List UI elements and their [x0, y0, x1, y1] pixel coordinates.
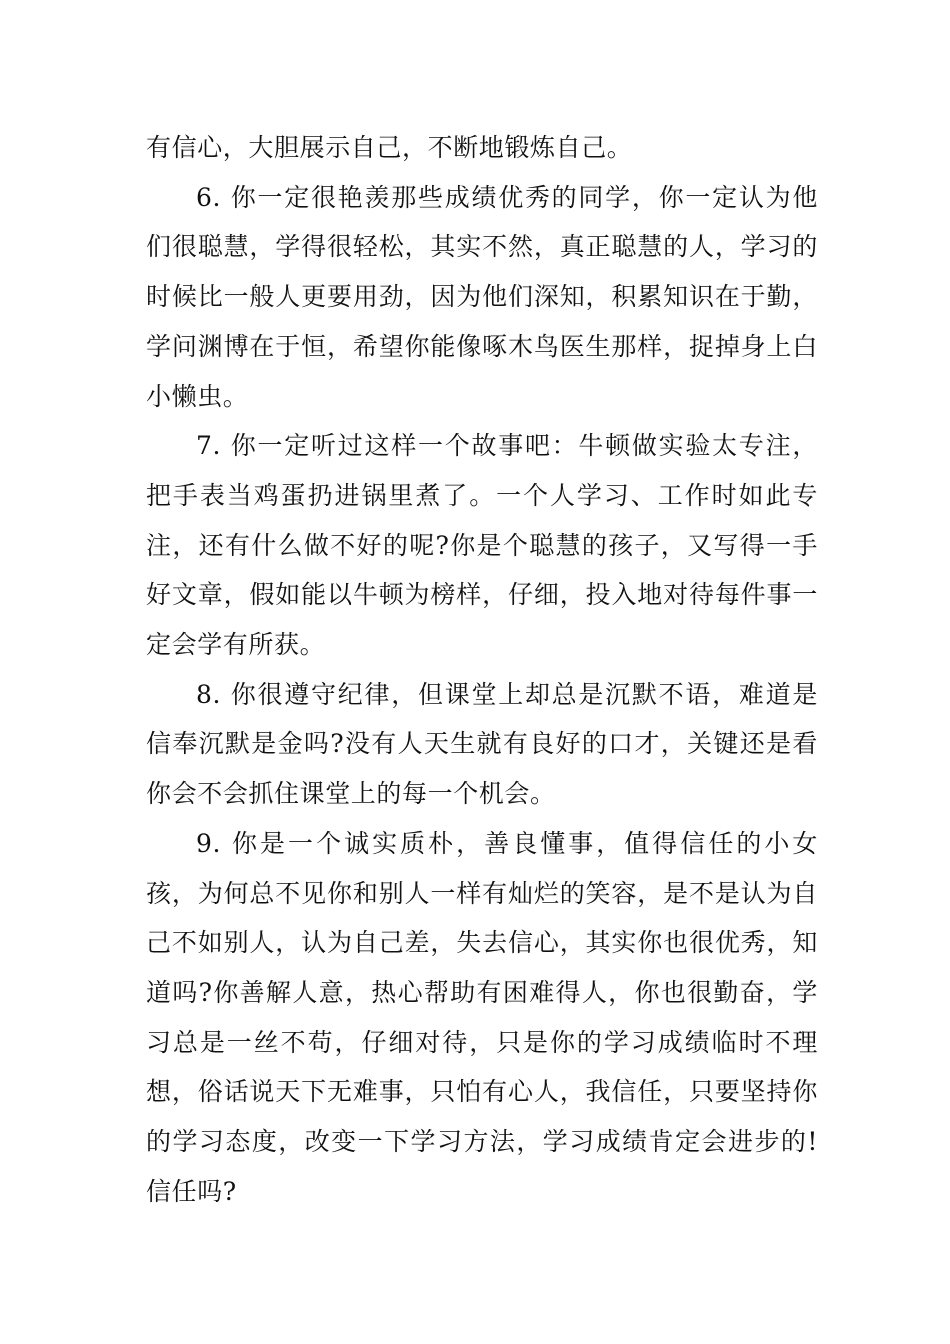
paragraph-item-7: 7. 你一定听过这样一个故事吧：牛顿做实验太专注，把手表当鸡蛋扔进锅里煮了。一个人学习、工作时如此专注，还有什么做不好的呢?你是个聪慧的孩子，又写得一手好文章，假如能以牛顿为榜样，仔细，投入地对待每件事一定会学有所获。	[146, 431, 818, 660]
paragraph-item-9: 9. 你是一个诚实质朴，善良懂事，值得信任的小女孩，为何总不见你和别人一样有灿烂的笑容，是不是认为自己不如别人，认为自己差，失去信心，其实你也很优秀，知道吗?你善解人意，热心帮助有困难得人，你也很勤奋，学习总是一丝不苟，仔细对待，只是你的学习成绩临时不理想，俗话说天下无难事，只怕有心人，我信任，只要坚持你的学习态度，改变一下学习方法，学习成绩肯定会进步的!信任吗?	[146, 828, 818, 1206]
document-body	[146, 123, 818, 1216]
paragraph-continuation: 有信心，大胆展示自己，不断地锻炼自己。	[146, 133, 633, 162]
paragraph-item-8: 8. 你很遵守纪律，但课堂上却总是沉默不语，难道是信奉沉默是金吗?没有人天生就有良好的口才，关键还是看你会不会抓住课堂上的每一个机会。	[146, 679, 818, 809]
paragraph-item-6: 6. 你一定很艳羡那些成绩优秀的同学，你一定认为他们很聪慧，学得很轻松，其实不然，真正聪慧的人，学习的时候比一般人更要用劲，因为他们深知，积累知识在于勤，学问渊博在于恒，希望你能像啄木鸟医生那样，捉掉身上白小懒虫。	[146, 182, 818, 411]
